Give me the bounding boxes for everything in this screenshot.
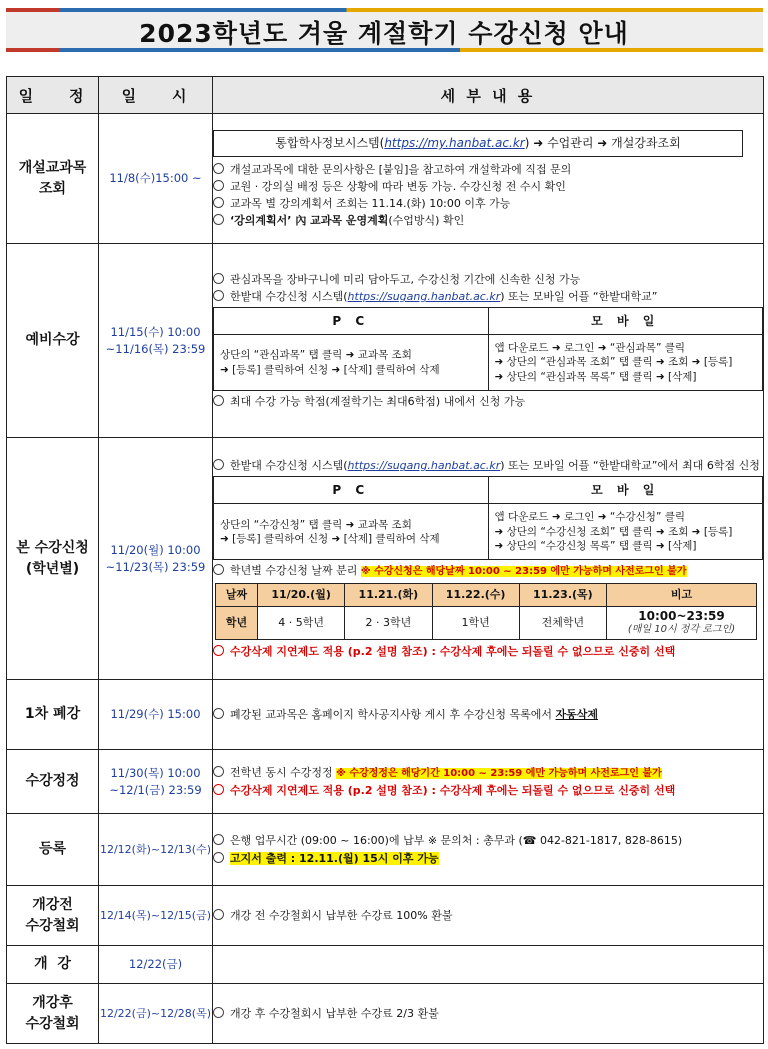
list-item: 수강삭제 지연제도 적용 (p.2 설명 참조) : 수강삭제 후에는 되돌릴 수 없으므로 신중히 선택	[213, 782, 763, 799]
bullet-circle-icon	[213, 395, 224, 406]
bullet-circle-icon	[213, 784, 224, 795]
table-row	[7, 946, 764, 984]
table-row	[7, 680, 764, 750]
table-row	[7, 886, 764, 946]
highlight-note: ※ 수강신청은 해당날짜 10:00 ~ 23:59 에만 가능하며 사전로그인 불가	[360, 566, 687, 577]
list-item: ‘강의계획서’ 內 교과목 운영계획(수업방식) 확인	[213, 212, 763, 229]
list-item: 한밭대 수강신청 시스템(https://sugang.hanbat.ac.kr) 또는 모바일 어플 “한밭대학교”	[213, 288, 763, 305]
table-row	[7, 114, 764, 244]
row-date: 12/14(목)~12/15(금)	[99, 886, 213, 946]
pc-steps: 상단의 “관심과목” 탭 클릭 ➜ 교과목 조회 ➜ [등록] 클릭하여 신청 ➜ [삭제] 클릭하여 삭제	[214, 335, 489, 391]
bullet-circle-icon	[213, 290, 224, 301]
list-item: 수강삭제 지연제도 적용 (p.2 설명 참조) : 수강삭제 후에는 되돌릴 수 없으므로 신중히 선택	[213, 643, 763, 660]
bullet-circle-icon	[213, 645, 224, 656]
mobile-steps: 앱 다운로드 ➜ 로그인 ➜ “수강신청” 클릭 ➜ 상단의 “수강신청 조회” 탭 클릭 ➜ 조회 ➜ [등록] ➜ 상단의 “수강신청 목록” 탭 클릭 ➜ [삭제]	[488, 504, 763, 560]
sched-head: 비고	[607, 583, 757, 606]
list-item: 교원 · 강의실 배정 등은 상황에 따라 변동 가능. 수강신청 전 수시 확인	[213, 178, 763, 195]
row-label: 개강후 수강철회	[7, 984, 99, 1044]
row-date: 12/22(금)~12/28(목)	[99, 984, 213, 1044]
bullet-circle-icon	[213, 852, 224, 863]
system-path-box: 통합학사정보시스템(https://my.hanbat.ac.kr) ➜ 수업관리 ➜ 개설강좌조회	[213, 130, 743, 157]
row-label: 개강전 수강철회	[7, 886, 99, 946]
row-date: 12/22(금)	[99, 946, 213, 984]
bullet-circle-icon	[213, 163, 224, 174]
table-row	[7, 750, 764, 814]
bullet-circle-icon	[213, 564, 224, 575]
row-details	[213, 114, 764, 244]
sugang-link[interactable]: https://sugang.hanbat.ac.kr	[347, 290, 501, 304]
bullet-circle-icon	[213, 197, 224, 208]
row-details	[213, 886, 764, 946]
list-item: 학년별 수강신청 날짜 분리 ※ 수강신청은 해당날짜 10:00 ~ 23:59 에만 가능하며 사전로그인 불가	[213, 562, 763, 580]
list-item: 개강 후 수강철회시 납부한 수강료 2/3 환불	[213, 1005, 763, 1022]
pc-mobile-table	[213, 476, 763, 560]
pc-header: P C	[214, 477, 489, 504]
header-date: 일 시	[99, 77, 213, 114]
row-date: 11/20(월) 10:00 ~11/23(목) 23:59	[99, 438, 213, 680]
list-item: 최대 수강 가능 학점(계절학기는 최대6학점) 내에서 신청 가능	[213, 393, 763, 410]
pc-mobile-table	[213, 307, 763, 391]
row-details	[213, 438, 764, 680]
bullet-circle-icon	[213, 214, 224, 225]
grade-schedule-table	[215, 583, 757, 640]
title-top-stripe	[6, 8, 763, 12]
row-label: 개 강	[7, 946, 99, 984]
sched-cell: 2 · 3학년	[345, 606, 432, 639]
portal-link[interactable]: https://my.hanbat.ac.kr	[384, 136, 525, 151]
row-label: 수강정정	[7, 750, 99, 814]
bullet-circle-icon	[213, 273, 224, 284]
row-details	[213, 680, 764, 750]
list-item: 전학년 동시 수강정정 ※ 수강정정은 해당기간 10:00 ~ 23:59 에만 가능하며 사전로그인 불가	[213, 764, 763, 782]
bullet-circle-icon	[213, 766, 224, 777]
list-item: 개강 전 수강철회시 납부한 수강료 100% 환불	[213, 907, 763, 924]
sugang-link[interactable]: https://sugang.hanbat.ac.kr	[347, 459, 501, 473]
sched-head: 11.22.(수)	[432, 583, 519, 606]
pc-steps: 상단의 “수강신청” 탭 클릭 ➜ 교과목 조회 ➜ [등록] 클릭하여 신청 ➜ [삭제] 클릭하여 삭제	[214, 504, 489, 560]
row-details	[213, 984, 764, 1044]
list-item: 고지서 출력 : 12.11.(월) 15시 이후 가능	[213, 850, 763, 867]
page-title: 2023학년도 겨울 계절학기 수강신청 안내	[139, 19, 629, 48]
sched-head: 날짜	[216, 583, 258, 606]
bullet-circle-icon	[213, 1007, 224, 1018]
row-label: 1차 폐강	[7, 680, 99, 750]
bullet-circle-icon	[213, 708, 224, 719]
mobile-steps: 앱 다운로드 ➜ 로그인 ➜ “관심과목” 클릭 ➜ 상단의 “관심과목 조회” 탭 클릭 ➜ 조회 ➜ [등록] ➜ 상단의 “관심과목 목록” 탭 클릭 ➜ [삭제]	[488, 335, 763, 391]
highlight-note: ※ 수강정정은 해당기간 10:00 ~ 23:59 에만 가능하며 사전로그인 불가	[336, 768, 662, 780]
sched-head: 11.23.(목)	[519, 583, 606, 606]
row-label: 예비수강	[7, 244, 99, 438]
table-row	[7, 814, 764, 886]
list-item: 개설교과목에 대한 문의사항은 [붙임]을 참고하여 개설학과에 직접 문의	[213, 161, 763, 178]
mobile-header: 모 바 일	[488, 477, 763, 504]
sched-head: 11/20.(월)	[258, 583, 345, 606]
sched-cell: 4 · 5학년	[258, 606, 345, 639]
header-details: 세 부 내 용	[213, 77, 764, 114]
schedule-table	[6, 76, 764, 1044]
sched-note: 10:00~23:59 (매일 10시 정각 로그인)	[607, 606, 757, 639]
sched-cell: 전체학년	[519, 606, 606, 639]
list-item: 교과목 별 강의계획서 조회는 11.14.(화) 10:00 이후 가능	[213, 195, 763, 212]
row-label: 등록	[7, 814, 99, 886]
header-schedule: 일 정	[7, 77, 99, 114]
mobile-header: 모 바 일	[488, 308, 763, 335]
table-row	[7, 244, 764, 438]
sched-cell: 1학년	[432, 606, 519, 639]
bullet-circle-icon	[213, 180, 224, 191]
row-details	[213, 750, 764, 814]
row-label: 개설교과목 조회	[7, 114, 99, 244]
row-details	[213, 946, 764, 984]
bullet-circle-icon	[213, 459, 224, 470]
row-details	[213, 244, 764, 438]
list-item: 은행 업무시간 (09:00 ~ 16:00)에 납부 ※ 문의처 : 총무과 (☎ 042-821-1817, 828-8615)	[213, 832, 763, 849]
row-date: 11/29(수) 15:00	[99, 680, 213, 750]
row-date: 11/15(수) 10:00 ~11/16(목) 23:59	[99, 244, 213, 438]
row-details	[213, 814, 764, 886]
sched-head: 11.21.(화)	[345, 583, 432, 606]
row-date: 11/8(수)15:00 ~	[99, 114, 213, 244]
list-item: 한밭대 수강신청 시스템(https://sugang.hanbat.ac.kr) 또는 모바일 어플 “한밭대학교”에서 최대 6학점 신청	[213, 457, 763, 474]
row-date: 12/12(화)~12/13(수)	[99, 814, 213, 886]
table-row	[7, 984, 764, 1044]
row-date: 11/30(목) 10:00 ~12/1(금) 23:59	[99, 750, 213, 814]
table-header-row	[7, 77, 764, 114]
row-label: 본 수강신청 (학년별)	[7, 438, 99, 680]
list-item: 폐강된 교과목은 홈페이지 학사공지사항 게시 후 수강신청 목록에서 자동삭제	[213, 706, 763, 723]
sched-row-label: 학년	[216, 606, 258, 639]
list-item: 관심과목을 장바구니에 미리 담아두고, 수강신청 기간에 신속한 신청 가능	[213, 271, 763, 288]
bullet-circle-icon	[213, 834, 224, 845]
bullet-circle-icon	[213, 909, 224, 920]
table-row	[7, 438, 764, 680]
pc-header: P C	[214, 308, 489, 335]
